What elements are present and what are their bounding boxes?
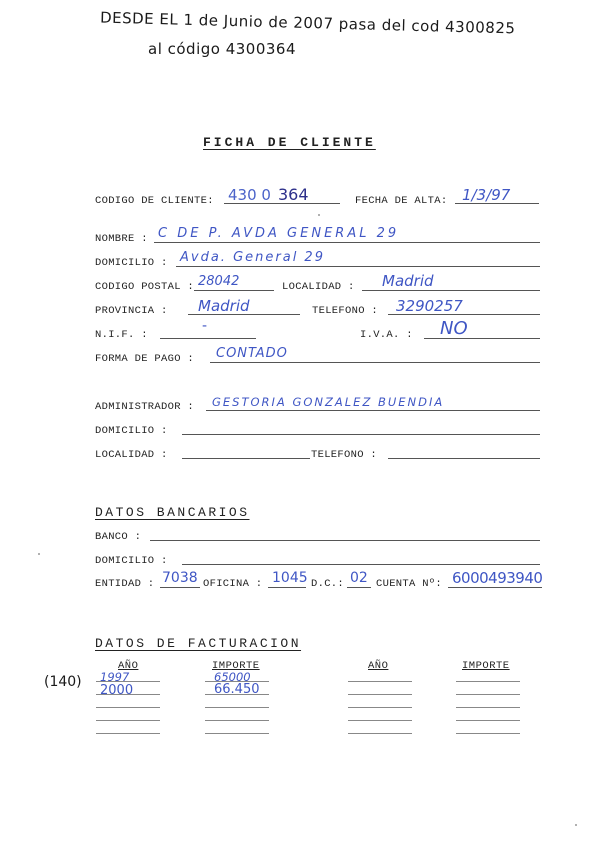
codigo-postal-underline: [194, 290, 274, 291]
admin-telefono-underline: [388, 458, 540, 459]
codigo-value-prefix: 430 0: [228, 186, 271, 204]
fact-row-1-importe: 65000: [214, 670, 251, 684]
banco-underline: [150, 540, 540, 541]
nif-value: -: [202, 318, 208, 334]
dc-value: 02: [350, 570, 368, 586]
fact-row-2-ano: 2000: [100, 683, 134, 698]
cuenta-underline: [448, 587, 542, 588]
fact-row-1-ano: 1997: [100, 670, 130, 684]
oficina-label: OFICINA :: [203, 578, 263, 590]
forma-pago-underline: [210, 362, 540, 363]
fecha-alta-value: 1/3/97: [462, 186, 511, 204]
domicilio-underline: [176, 266, 540, 267]
nif-underline: [160, 338, 256, 339]
cuenta-label: CUENTA Nº:: [376, 578, 443, 590]
iva-value: NO: [440, 318, 468, 339]
scan-speck: [38, 553, 40, 555]
fecha-alta-label: FECHA DE ALTA:: [355, 195, 448, 207]
col-ano-header-1: AÑO: [118, 660, 139, 672]
banco-domicilio-underline: [182, 564, 540, 565]
codigo-value-suffix: 364: [278, 185, 309, 204]
codigo-postal-label: CODIGO POSTAL :: [95, 281, 195, 293]
fact-row-2-importe: 66.450: [214, 682, 260, 697]
datos-bancarios-title: DATOS BANCARIOS: [95, 505, 250, 520]
localidad-value: Madrid: [382, 272, 434, 290]
forma-pago-value: CONTADO: [216, 346, 288, 361]
administrador-underline: [206, 410, 540, 411]
admin-domicilio-underline: [182, 434, 540, 435]
col-importe-header-2: IMPORTE: [462, 660, 510, 672]
handwritten-note-line1: DESDE EL 1 de Junio de 2007 pasa del cod 4300825: [99, 8, 516, 38]
localidad-label: LOCALIDAD :: [282, 281, 355, 293]
provincia-underline: [188, 314, 300, 315]
codigo-postal-value: 28042: [198, 274, 240, 289]
entidad-label: ENTIDAD :: [95, 578, 155, 590]
forma-pago-label: FORMA DE PAGO :: [95, 353, 195, 365]
scan-speck: [575, 824, 577, 826]
admin-telefono-label: TELEFONO :: [311, 449, 378, 461]
banco-label: BANCO :: [95, 531, 142, 543]
nif-label: N.I.F. :: [95, 329, 148, 341]
admin-domicilio-label: DOMICILIO :: [95, 425, 168, 437]
telefono-underline: [388, 314, 540, 315]
oficina-underline: [268, 587, 306, 588]
admin-localidad-underline: [182, 458, 310, 459]
codigo-label: CODIGO DE CLIENTE:: [95, 195, 214, 207]
nombre-value: C DE P. AVDA GENERAL 29: [158, 226, 400, 241]
entidad-value: 7038: [162, 570, 198, 586]
administrador-label: ADMINISTRADOR :: [95, 401, 195, 413]
iva-underline: [424, 338, 540, 339]
administrador-value: GESTORIA GONZALEZ BUENDIA: [212, 395, 445, 409]
codigo-underline: [224, 203, 340, 204]
domicilio-value: Avda. General 29: [180, 250, 325, 265]
nombre-label: NOMBRE :: [95, 233, 148, 245]
col-importe-header-1: IMPORTE: [212, 660, 260, 672]
dc-label: D.C.:: [311, 578, 345, 590]
oficina-value: 1045: [272, 570, 308, 586]
admin-localidad-label: LOCALIDAD :: [95, 449, 168, 461]
scan-speck: [318, 214, 320, 216]
col-ano-header-2: AÑO: [368, 660, 389, 672]
provincia-label: PROVINCIA :: [95, 305, 168, 317]
entidad-underline: [160, 587, 200, 588]
facturacion-side-note: (140): [44, 674, 82, 690]
iva-label: I.V.A. :: [360, 329, 413, 341]
form-title: FICHA DE CLIENTE: [203, 135, 376, 150]
fecha-underline: [455, 203, 539, 204]
handwritten-note-line2: al código 4300364: [148, 40, 297, 58]
banco-domicilio-label: DOMICILIO :: [95, 555, 168, 567]
datos-facturacion-title: DATOS DE FACTURACION: [95, 636, 302, 651]
provincia-value: Madrid: [198, 297, 250, 315]
localidad-underline: [362, 290, 540, 291]
domicilio-label: DOMICILIO :: [95, 257, 168, 269]
nombre-underline: [154, 242, 540, 243]
cuenta-value: 6000493940: [452, 569, 543, 587]
telefono-value: 3290257: [396, 297, 463, 315]
dc-underline: [347, 587, 371, 588]
telefono-label: TELEFONO :: [312, 305, 379, 317]
